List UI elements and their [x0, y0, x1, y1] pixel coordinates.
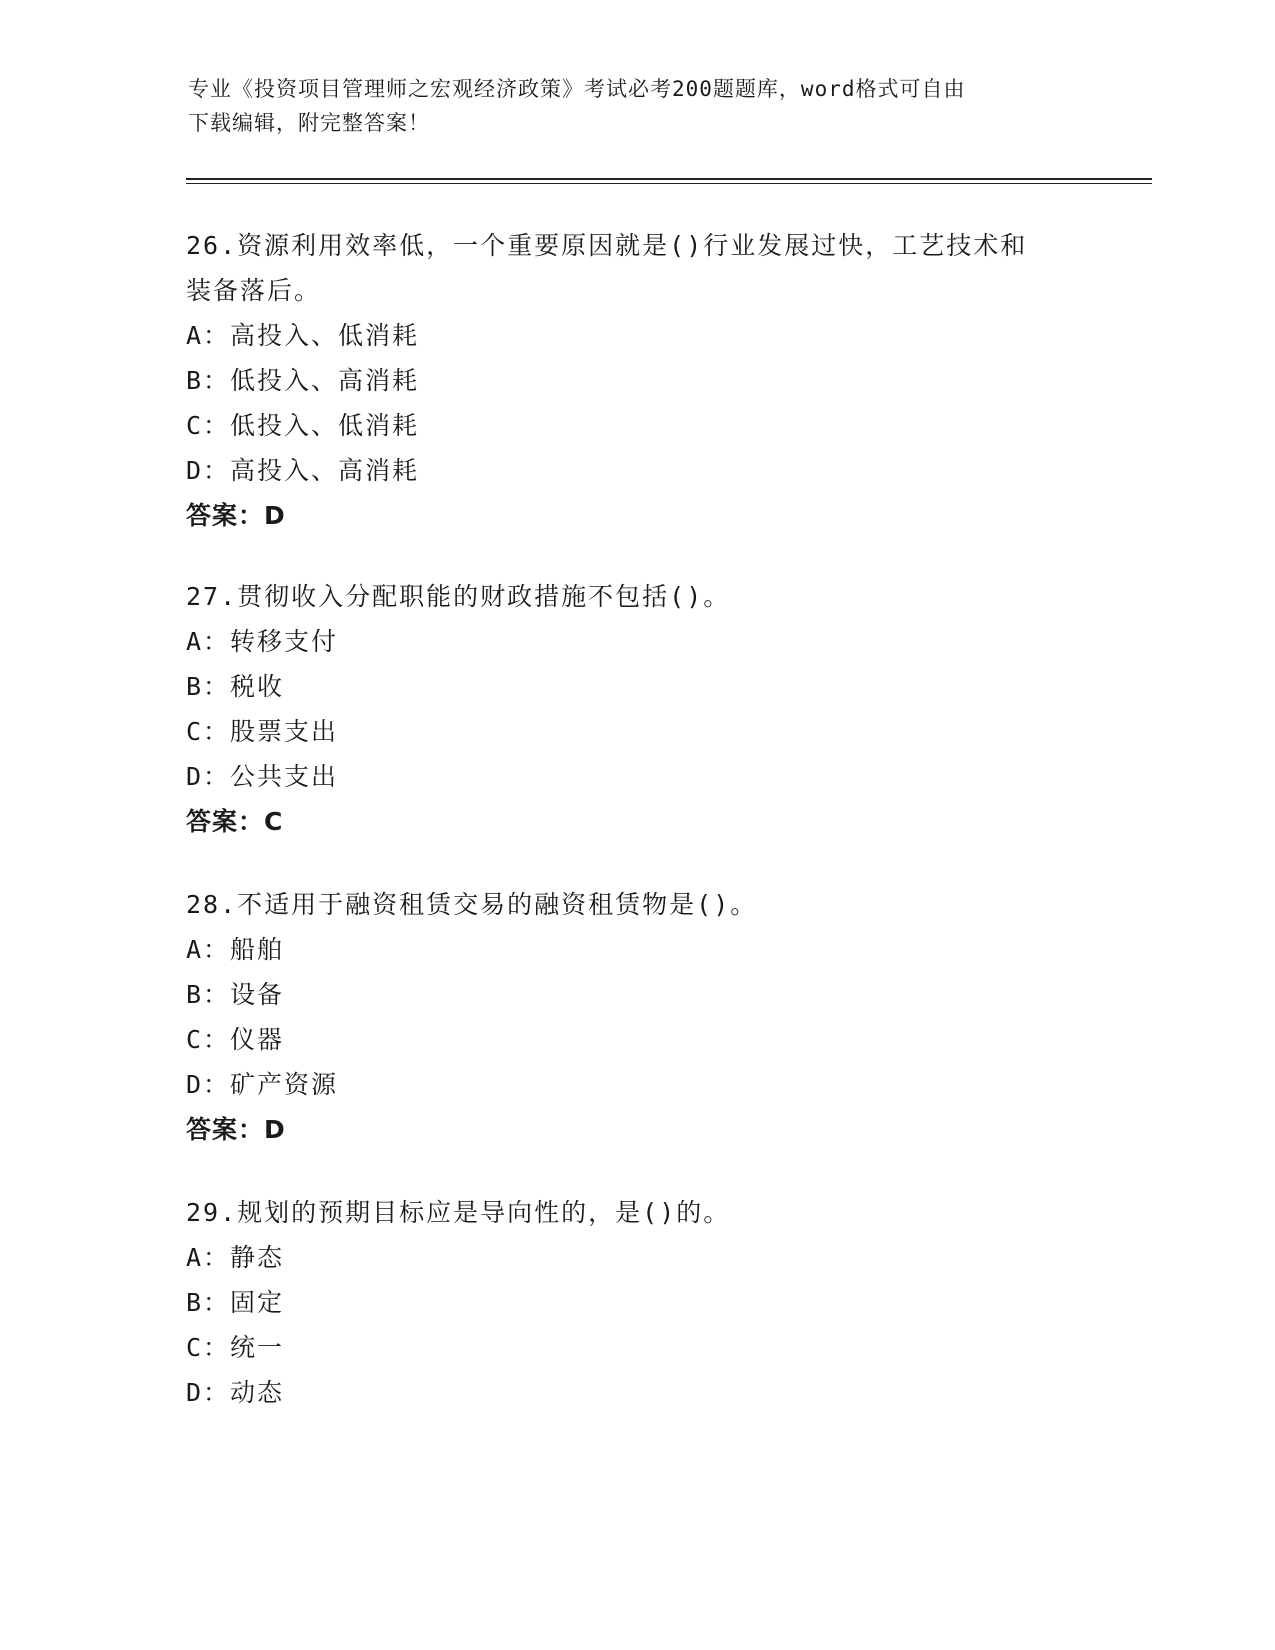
question-28 — [186, 882, 1086, 1153]
option-c: C：仪器 — [186, 1025, 285, 1054]
option-d: D：高投入、高消耗 — [186, 456, 420, 485]
option-c: C：统一 — [186, 1333, 285, 1362]
option-d: D：动态 — [186, 1378, 285, 1407]
option-d: D：矿产资源 — [186, 1070, 339, 1099]
option-c: C：低投入、低消耗 — [186, 411, 420, 440]
header-divider-thick — [186, 178, 1152, 180]
option-b: B：固定 — [186, 1288, 285, 1317]
option-c: C：股票支出 — [186, 717, 339, 746]
option-a: A：静态 — [186, 1243, 285, 1272]
option-b: B：设备 — [186, 980, 285, 1009]
document-header — [188, 72, 1068, 140]
question-stem: 28.不适用于融资租赁交易的融资租赁物是()。 — [186, 890, 758, 919]
option-a: A：船舶 — [186, 935, 285, 964]
header-divider-thin — [186, 183, 1152, 184]
option-a: A：转移支付 — [186, 627, 339, 656]
header-line-1: 专业《投资项目管理师之宏观经济政策》考试必考200题题库，word格式可自由 — [188, 77, 966, 101]
answer: 答案：D — [186, 501, 286, 530]
question-stem: 29.规划的预期目标应是导向性的，是()的。 — [186, 1198, 731, 1227]
question-26 — [186, 223, 1086, 539]
question-29 — [186, 1190, 1086, 1415]
question-27 — [186, 574, 1086, 845]
option-d: D：公共支出 — [186, 762, 339, 791]
answer: 答案：C — [186, 807, 284, 836]
option-b: B：税收 — [186, 672, 285, 701]
question-stem: 27.贯彻收入分配职能的财政措施不包括()。 — [186, 582, 731, 611]
question-stem-continued: 装备落后。 — [186, 276, 322, 305]
option-a: A：高投入、低消耗 — [186, 321, 420, 350]
option-b: B：低投入、高消耗 — [186, 366, 420, 395]
answer: 答案：D — [186, 1115, 286, 1144]
question-stem: 26.资源利用效率低，一个重要原因就是()行业发展过快，工艺技术和 — [186, 231, 1028, 260]
header-line-2: 下载编辑，附完整答案！ — [188, 111, 430, 135]
